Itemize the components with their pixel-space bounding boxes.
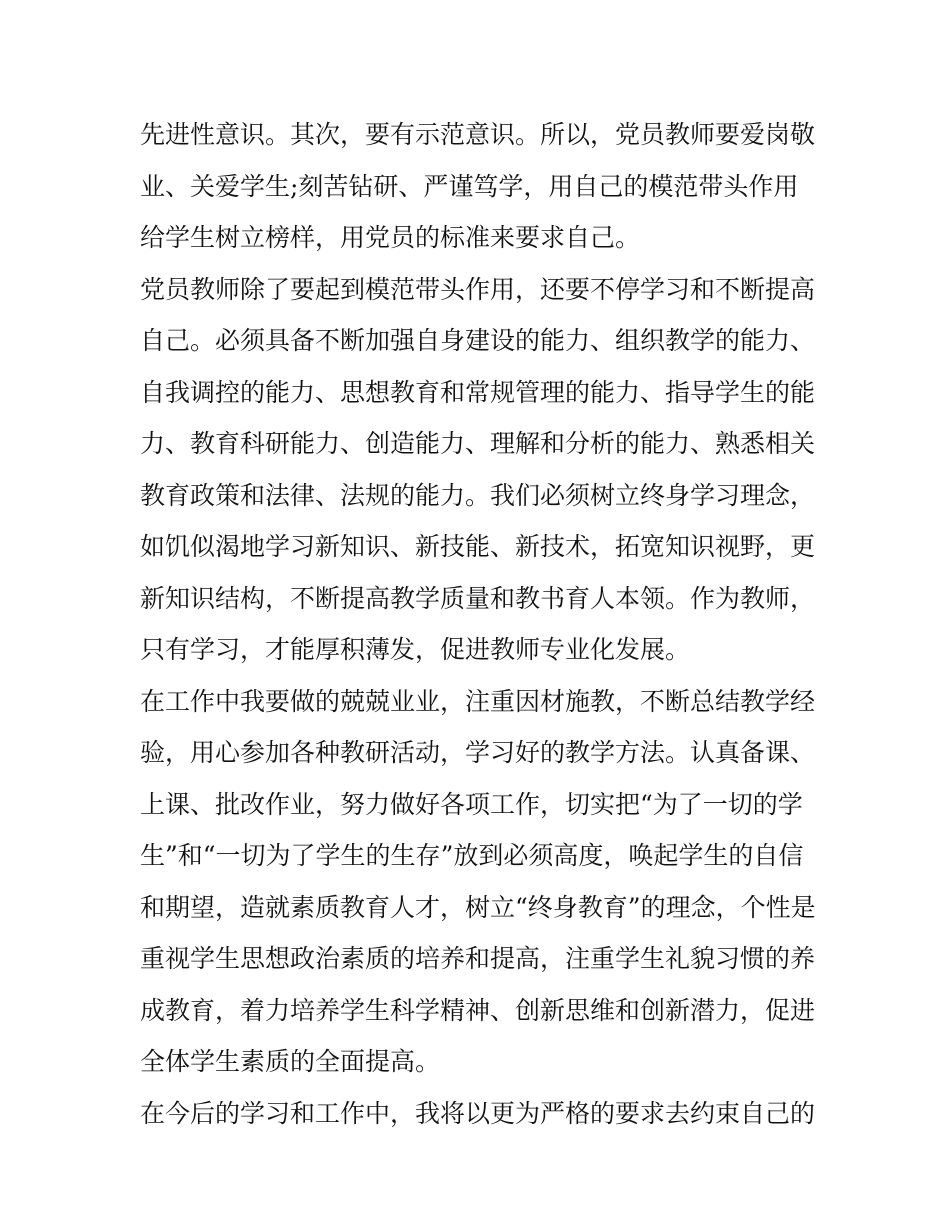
text-line: 给学生树立榜样，用党员的标准来要求自己。 [140, 223, 641, 252]
text-line: 如饥似渴地学习新知识、新技能、新技术，拓宽知识视野，更 [140, 532, 816, 561]
text-line: 生”和“一切为了学生的生存”放到必须高度，唤起学生的自信 [140, 841, 804, 870]
text-line: 教育政策和法律、法规的能力。我们必须树立终身学习理念， [140, 480, 816, 510]
text-line: 成教育，着力培养学生科学精神、创新思维和创新潜力，促进 [140, 995, 816, 1025]
body-text [140, 109, 820, 1139]
text-line: 在工作中我要做的兢兢业业，注重因材施教，不断总结教学经 [140, 686, 816, 716]
text-line: 自己。必须具备不断加强自身建设的能力、组织教学的能力、 [140, 326, 816, 355]
text-line: 业、关爱学生;刻苦钻研、严谨笃学，用自己的模范带头作用 [140, 171, 799, 201]
text-line: 验，用心参加各种教研活动，学习好的教学方法。认真备课、 [140, 738, 816, 767]
text-line: 党员教师除了要起到模范带头作用，还要不停学习和不断提高 [140, 274, 816, 304]
text-line: 自我调控的能力、思想教育和常规管理的能力、指导学生的能 [140, 377, 816, 407]
text-line: 力、教育科研能力、创造能力、理解和分析的能力、熟悉相关 [140, 429, 816, 458]
text-line: 先进性意识。其次，要有示范意识。所以，党员教师要爱岗敬 [140, 120, 816, 149]
text-line: 重视学生思想政治素质的培养和提高，注重学生礼貌习惯的养 [140, 944, 816, 973]
text-line: 新知识结构，不断提高教学质量和教书育人本领。作为教师， [140, 583, 816, 613]
text-line: 在今后的学习和工作中，我将以更为严格的要求去约束自己的 [140, 1098, 816, 1128]
text-line: 上课、批改作业，努力做好各项工作，切实把“为了一切的学 [140, 789, 803, 819]
text-line: 只有学习，才能厚积薄发，促进教师专业化发展。 [140, 635, 691, 664]
text-line: 和期望，造就素质教育人才，树立“终身教育”的理念，个性是 [140, 892, 816, 922]
text-line: 全体学生素质的全面提高。 [140, 1047, 441, 1076]
